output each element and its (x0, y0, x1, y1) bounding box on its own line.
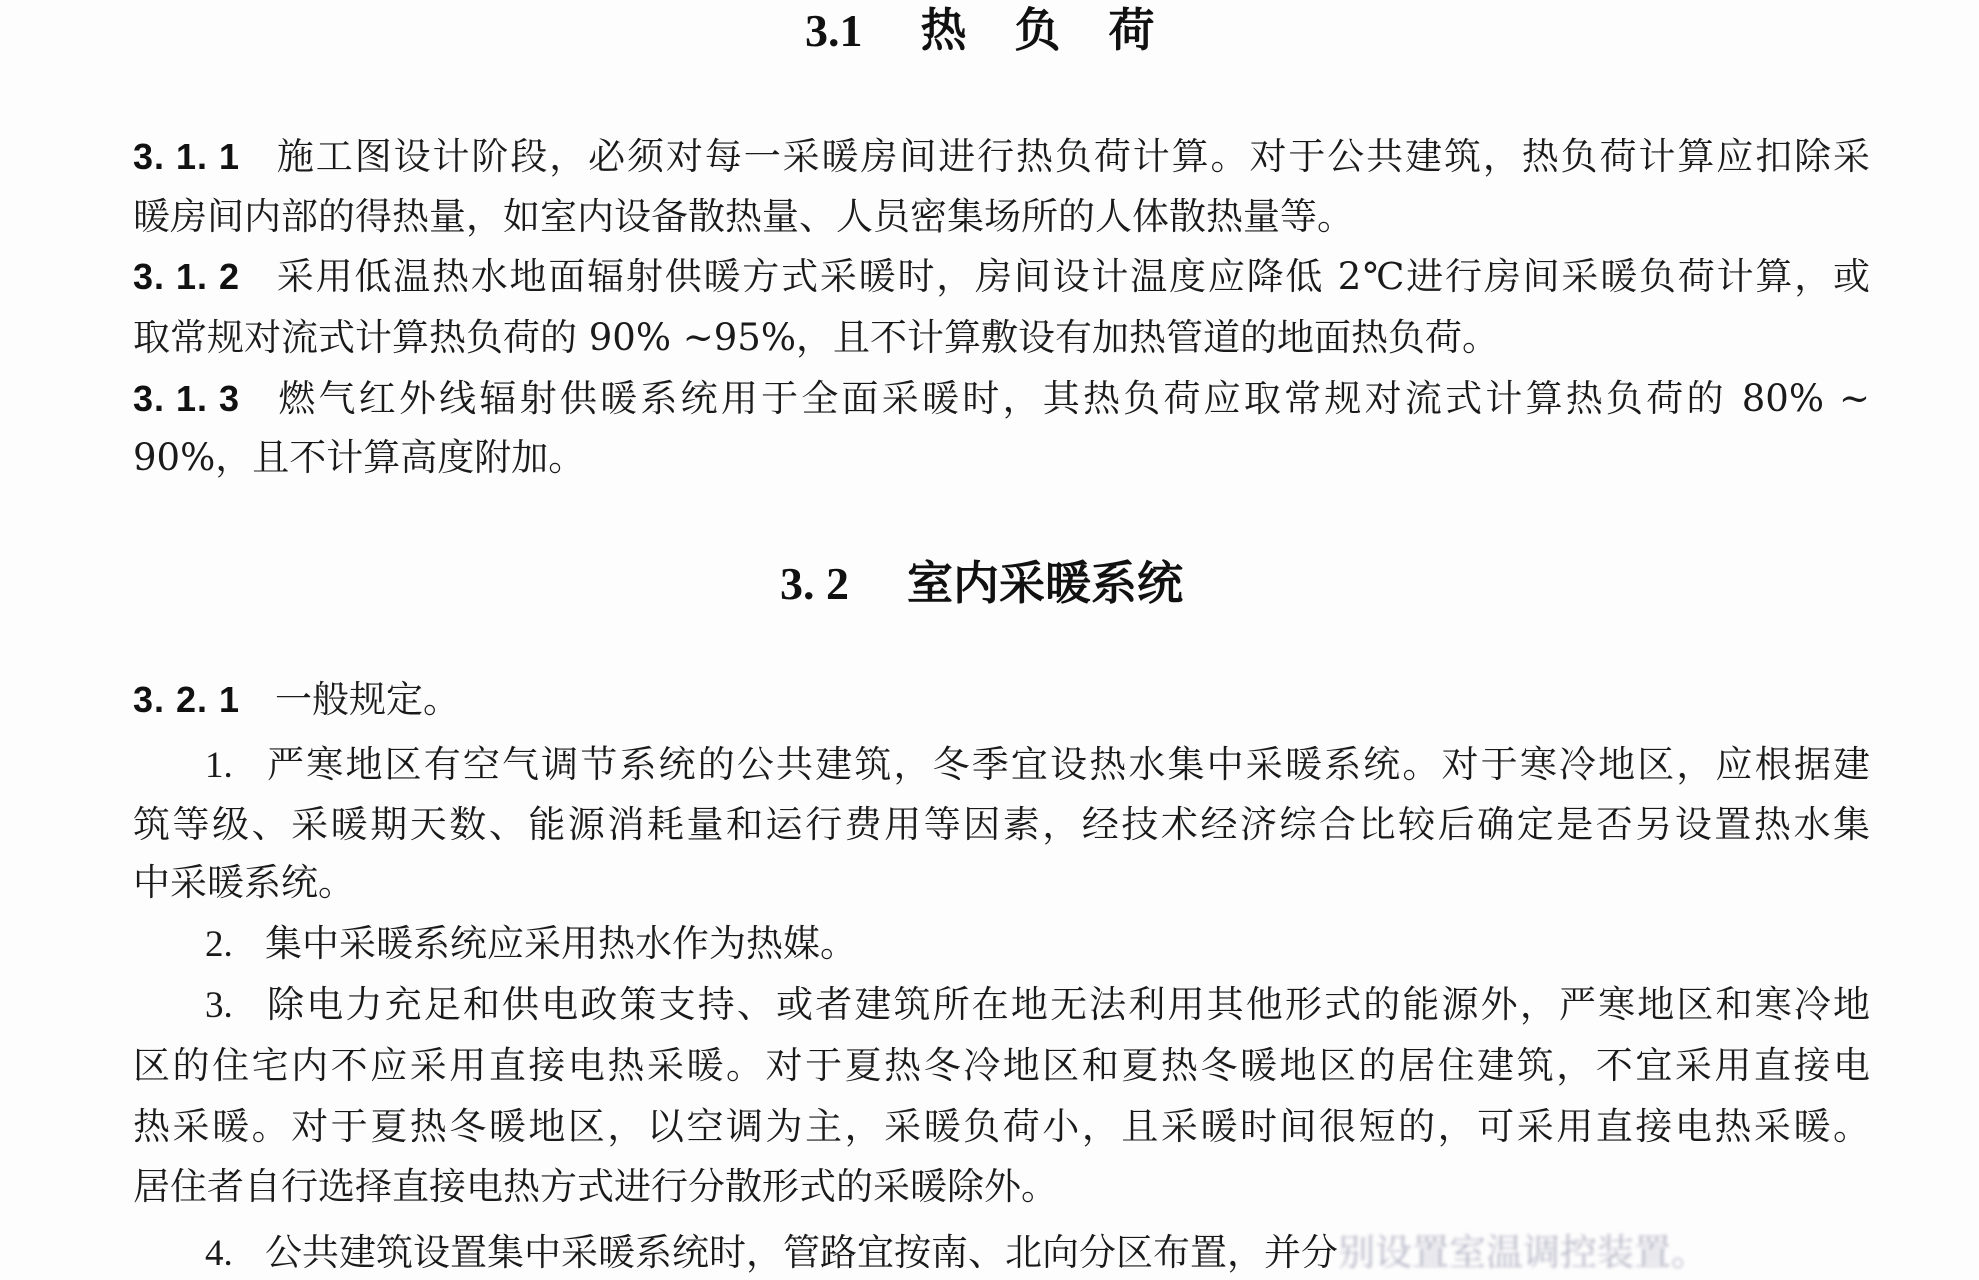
clause-number: 3. 1. 2 (133, 256, 241, 297)
clause-3-1-1-line-2 (133, 193, 1870, 241)
clause-text: 一般规定。 (275, 678, 460, 721)
clause-3-1-3-line-2 (133, 434, 1870, 482)
item-3-line-1 (205, 981, 1870, 1029)
item-text: 中采暖系统。 (133, 861, 355, 904)
item-3-line-4 (133, 1163, 1870, 1211)
clause-number: 3. 1. 3 (133, 378, 241, 419)
item-1-line-2 (133, 801, 1870, 849)
clause-text: 燃气红外线辐射供暖系统用于全面采暖时，其热负荷应取常规对流式计算热负荷的 80% ~ (275, 377, 1870, 420)
clause-number: 3. 2. 1 (133, 679, 241, 720)
item-1-line-1 (205, 741, 1870, 789)
item-3-line-2 (133, 1042, 1870, 1090)
item-text: 集中采暖系统应采用热水作为热媒。 (265, 922, 857, 965)
section-number: 3. 2 (780, 558, 849, 609)
clause-number: 3. 1. 1 (133, 136, 241, 177)
clause-3-1-3-line-1 (133, 375, 1870, 423)
item-text: 除电力充足和供电政策支持、或者建筑所在地无法利用其他形式的能源外，严寒地区和寒冷地 (265, 983, 1870, 1026)
item-text: 区的住宅内不应采用直接电热采暖。对于夏热冬冷地区和夏热冬暖地区的居住建筑，不宜采用直接电 (133, 1044, 1870, 1087)
section-title: 热负荷 (920, 3, 1203, 57)
item-text-faded: 别设置室温调控装置。 (1338, 1231, 1708, 1274)
clause-3-1-2-line-2 (133, 314, 1870, 362)
clause-3-1-1-line-1 (133, 133, 1870, 181)
item-text: 居住者自行选择直接电热方式进行分散形式的采暖除外。 (133, 1165, 1058, 1208)
item-text: 筑等级、采暖期天数、能源消耗量和运行费用等因素，经技术经济综合比较后确定是否另设置热水集 (133, 803, 1870, 846)
item-number: 2. (205, 924, 233, 965)
item-number: 1. (205, 745, 233, 786)
item-text: 热采暖。对于夏热冬暖地区，以空调为主，采暖负荷小，且采暖时间很短的，可采用直接电热采暖。 (133, 1105, 1870, 1148)
clause-3-1-2-line-1 (133, 253, 1870, 301)
item-3-line-3 (133, 1103, 1870, 1151)
item-2-line-1 (205, 920, 1870, 968)
clause-text: 90%，且不计算高度附加。 (133, 436, 586, 479)
item-text: 严寒地区有空气调节系统的公共建筑，冬季宜设热水集中采暖系统。对于寒冷地区，应根据建 (265, 743, 1870, 786)
item-1-line-3 (133, 859, 1870, 907)
item-4-line-1 (205, 1229, 1870, 1277)
item-number: 3. (205, 985, 233, 1026)
clause-3-2-1-line-1 (133, 676, 1870, 724)
section-number: 3.1 (805, 5, 863, 56)
clause-text: 暖房间内部的得热量，如室内设备散热量、人员密集场所的人体散热量等。 (133, 195, 1354, 238)
section-heading-3-2 (780, 553, 1183, 614)
clause-text: 施工图设计阶段，必须对每一采暖房间进行热负荷计算。对于公共建筑，热负荷计算应扣除采 (275, 135, 1870, 178)
clause-text: 取常规对流式计算热负荷的 90% ~95%，且不计算敷设有加热管道的地面热负荷。 (133, 316, 1499, 359)
item-text: 公共建筑设置集中采暖系统时，管路宜按南、北向分区布置，并分 (265, 1231, 1338, 1274)
clause-text: 采用低温热水地面辐射供暖方式采暖时，房间设计温度应降低 2℃进行房间采暖负荷计算，或 (275, 255, 1870, 298)
item-number: 4. (205, 1233, 233, 1274)
section-heading-3-1 (805, 0, 1203, 61)
section-title: 室内采暖系统 (907, 556, 1183, 610)
